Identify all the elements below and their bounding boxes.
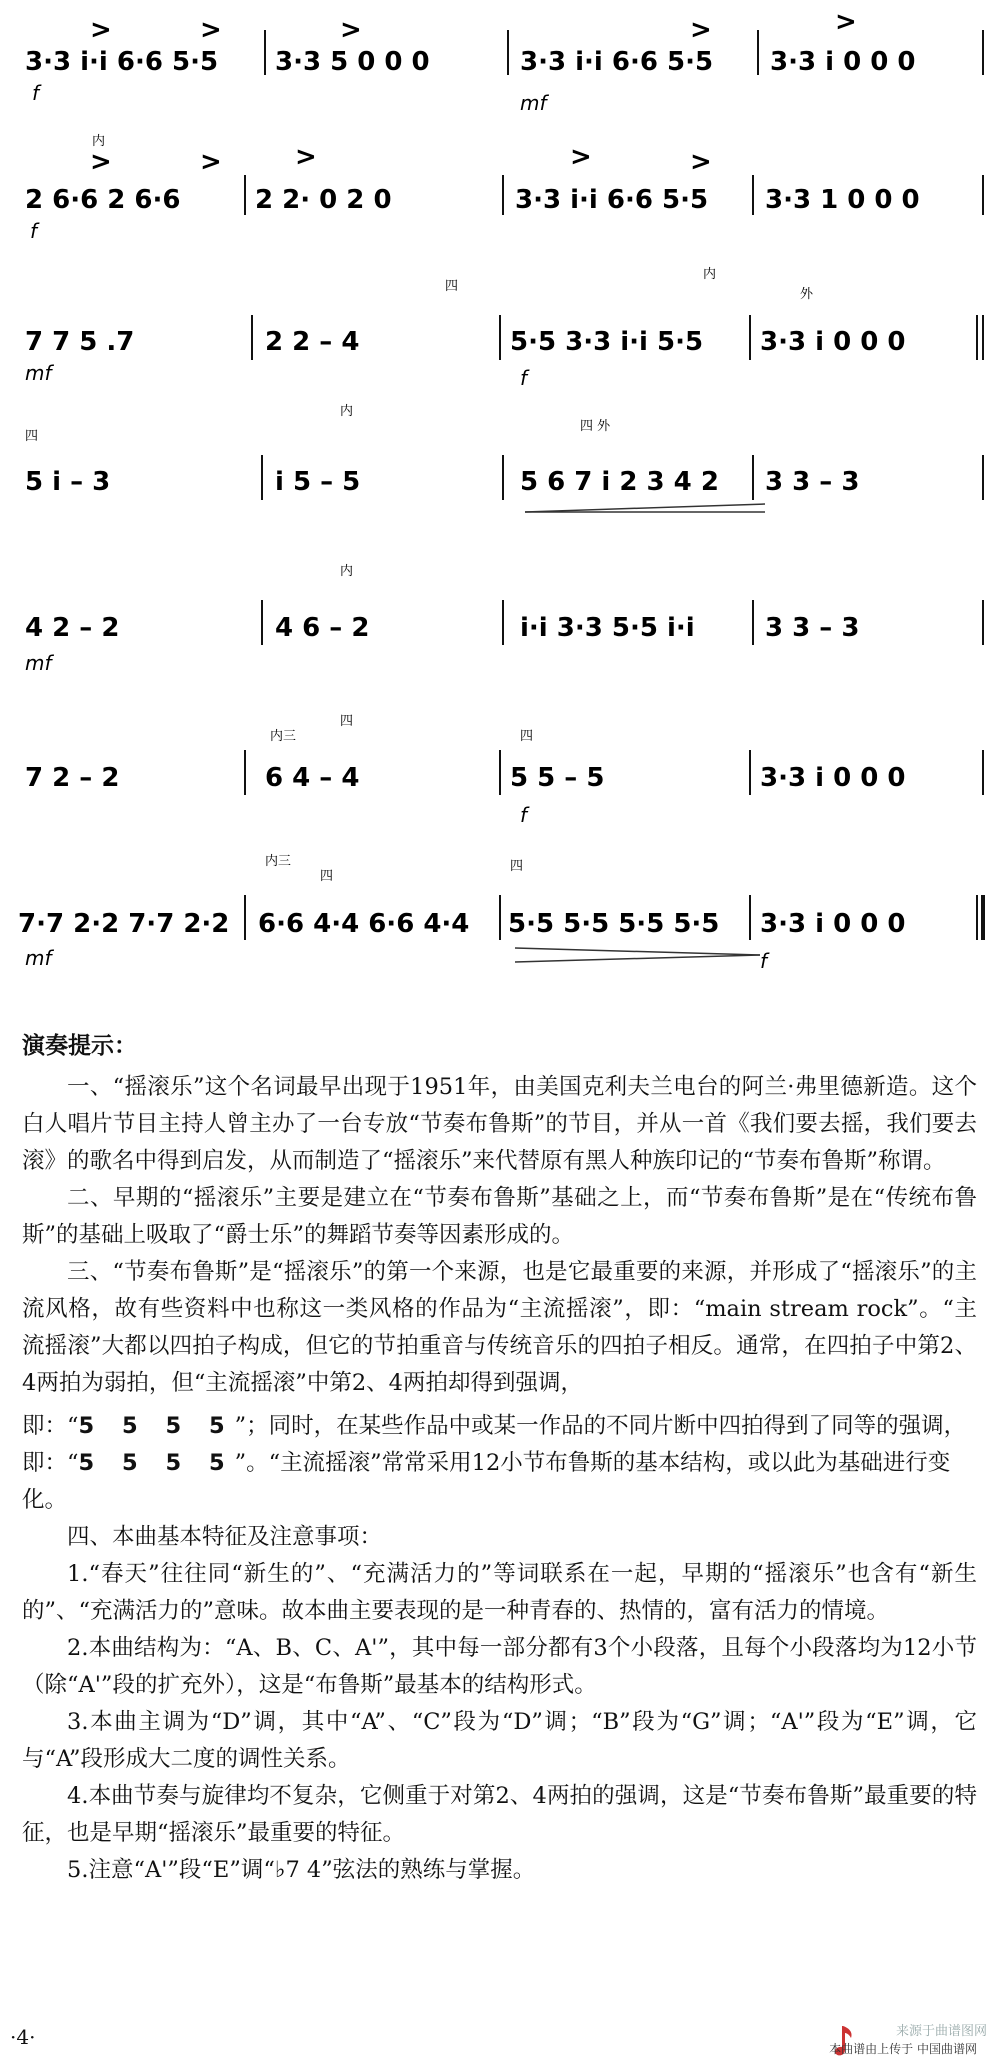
score-line-5 [25,563,859,675]
svg-text:3·3 i·i 6·6 5·5: 3·3 i·i 6·6 5·5 [520,47,714,77]
svg-text:2 2 – 4: 2 2 – 4 [265,327,360,357]
hint-paragraph-5: 1.“春天”往往同“新生的”、“充满活力的”等词联系在一起，早期的“摇滚乐”也含有“新生的”、“充满活力的”意味。故本曲主要表现的是一种青春的、热情的，富有活力的情境。 [22,1561,977,1624]
hint-line-notes-b: 即：“5 5 5 5”。“主流摇滚”常常采用12小节布鲁斯的基本结构，或以此为基础进行变化。 [22,1450,951,1513]
dynamic-mark: f [32,81,40,105]
svg-text:6·6 4·4 6·6 4·4: 6·6 4·4 6·6 4·4 [258,909,470,939]
svg-text:5·5 3·3 i·i 5·5: 5·5 3·3 i·i 5·5 [510,327,704,357]
svg-text:>: > [90,15,112,45]
svg-text:内三: 内三 [270,729,297,744]
svg-text:>: > [200,15,222,45]
svg-text:内: 内 [340,564,354,579]
svg-text:>: > [690,147,712,177]
score-line-2 [25,133,920,243]
svg-text:3·3 i 0 0 0: 3·3 i 0 0 0 [760,763,906,793]
svg-text:3·3 i 0 0 0: 3·3 i 0 0 0 [760,909,906,939]
footer-credit: 本曲谱由上传于 中国曲谱网 [829,2042,977,2056]
svg-text:5 i – 3: 5 i – 3 [25,467,111,497]
dynamic-mark: f [520,366,528,390]
svg-text:内: 内 [340,404,354,419]
hint-line-notes-a: 即：“5 5 5 5”；同时，在某些作品中或某一作品的不同片断中四拍得到了同等的强调， [22,1413,967,1439]
watermark-text: 来源于曲谱图网 [895,2024,987,2039]
svg-text:>: > [570,142,592,172]
dynamic-mark: mf [25,946,52,970]
svg-text:内: 内 [92,134,106,149]
hint-paragraph-3: 三、“节奏布鲁斯”是“摇滚乐”的第一个来源，也是它最重要的来源，并形成了“摇滚乐”的主流风格，故有些资料中也称这一类风格的作品为“主流摇滚”，即：“main stream rock”。“主流摇滚”大都以四拍子构成，但它的节拍重音与传统音乐的四拍子相反。通常，在四拍子中第2、4两拍为弱拍，但“主流摇滚”中第2、4两拍却得到强调， [22,1259,977,1396]
svg-text:四 外: 四 外 [580,419,611,434]
svg-text:5 6 7 i 2 3 4 2: 5 6 7 i 2 3 4 2 [520,467,719,497]
hint-paragraph-9: 5.注意“A'”段“E”调“♭7 4”弦法的熟练与掌握。 [67,1857,536,1883]
svg-text:四: 四 [340,714,354,729]
svg-text:>: > [835,7,857,37]
svg-text:四: 四 [25,429,39,444]
svg-text:四: 四 [445,279,459,294]
hint-paragraph-6: 2.本曲结构为：“A、B、C、A'”，其中每一部分都有3个小段落，且每个小段落均为12小节（除“A'”段的扩充外），这是“布鲁斯”最基本的结构形式。 [22,1635,977,1698]
svg-text:2 6·6 2 6·6: 2 6·6 2 6·6 [25,185,181,215]
score-line-1 [25,7,915,115]
dynamic-mark: f [30,219,38,243]
svg-text:四: 四 [520,729,534,744]
svg-text:内: 内 [703,267,717,282]
svg-text:7·7 2·2 7·7 2·2: 7·7 2·2 7·7 2·2 [18,909,230,939]
hints-title: 演奏提示： [22,1033,137,1059]
svg-text:3 3 – 3: 3 3 – 3 [765,613,860,643]
accent-notes-example: 5 5 5 5 [78,1413,235,1439]
page-number: ·4· [10,2025,36,2049]
score-line-3 [25,266,905,390]
svg-text:i·i 3·3 5·5 i·i: i·i 3·3 5·5 i·i [520,613,695,643]
svg-text:四: 四 [510,859,524,874]
svg-text:3·3 5 0 0 0: 3·3 5 0 0 0 [275,47,430,77]
svg-text:3·3 i 0 0 0: 3·3 i 0 0 0 [760,327,906,357]
svg-text:3·3 i·i 6·6 5·5: 3·3 i·i 6·6 5·5 [515,185,709,215]
svg-text:i 5 – 5: i 5 – 5 [275,467,361,497]
svg-text:7 2 – 2: 7 2 – 2 [25,763,120,793]
svg-text:四: 四 [320,869,334,884]
score-line-4 [25,403,859,512]
svg-text:7 7 5 .7: 7 7 5 .7 [25,327,135,357]
dynamic-mark: mf [25,361,52,385]
dynamic-mark: mf [520,91,547,115]
hint-paragraph-1: 一、“摇滚乐”这个名词最早出现于1951年，由美国克利夫兰电台的阿兰·弗里德新造。这个白人唱片节目主持人曾主办了一台专放“节奏布鲁斯”的节目，并从一首《我们要去摇，我们要去滚》的歌名中得到启发，从而制造了“摇滚乐”来代替原有黑人种族印记的“节奏布鲁斯”称谓。 [22,1074,977,1174]
svg-text:>: > [200,147,222,177]
dynamic-mark: mf [25,651,52,675]
svg-text:4 6 – 2: 4 6 – 2 [275,613,370,643]
dynamic-mark: f [760,949,768,973]
performance-hints [22,1028,977,1889]
hint-paragraph-7: 3.本曲主调为“D”调，其中“A”、“C”段为“D”调；“B”段为“G”调；“A'”段为“E”调，它与“A”段形成大二度的调性关系。 [22,1709,977,1772]
hint-paragraph-2: 二、早期的“摇滚乐”主要是建立在“节奏布鲁斯”基础之上，而“节奏布鲁斯”是在“传统布鲁斯”的基础上吸取了“爵士乐”的舞蹈节奏等因素形成的。 [22,1185,977,1248]
hint-paragraph-4: 四、本曲基本特征及注意事项： [67,1524,383,1550]
score-line-7 [18,853,905,973]
svg-text:>: > [90,147,112,177]
svg-text:5·5 5·5 5·5 5·5: 5·5 5·5 5·5 5·5 [508,909,720,939]
accent-notes-example-2: 5 5 5 5 [78,1450,235,1476]
svg-text:>: > [295,142,317,172]
score-line-6 [25,714,905,827]
svg-text:3·3 1 0 0 0: 3·3 1 0 0 0 [765,185,920,215]
svg-text:3 3 – 3: 3 3 – 3 [765,467,860,497]
svg-text:2 2· 0 2 0: 2 2· 0 2 0 [255,185,392,215]
svg-text:4 2 – 2: 4 2 – 2 [25,613,120,643]
svg-text:外: 外 [800,287,814,302]
svg-text:>: > [690,15,712,45]
svg-text:6 4 – 4: 6 4 – 4 [265,763,360,793]
svg-text:>: > [340,15,362,45]
svg-text:5 5 – 5: 5 5 – 5 [510,763,605,793]
svg-text:3·3 i 0 0 0: 3·3 i 0 0 0 [770,47,916,77]
music-score [0,0,1007,1000]
svg-text:内三: 内三 [265,854,292,869]
dynamic-mark: f [520,803,528,827]
hint-paragraph-8: 4.本曲节奏与旋律均不复杂，它侧重于对第2、4两拍的强调，这是“节奏布鲁斯”最重要的特征，也是早期“摇滚乐”最重要的特征。 [22,1783,977,1846]
svg-text:3·3 i·i 6·6 5·5: 3·3 i·i 6·6 5·5 [25,47,219,77]
